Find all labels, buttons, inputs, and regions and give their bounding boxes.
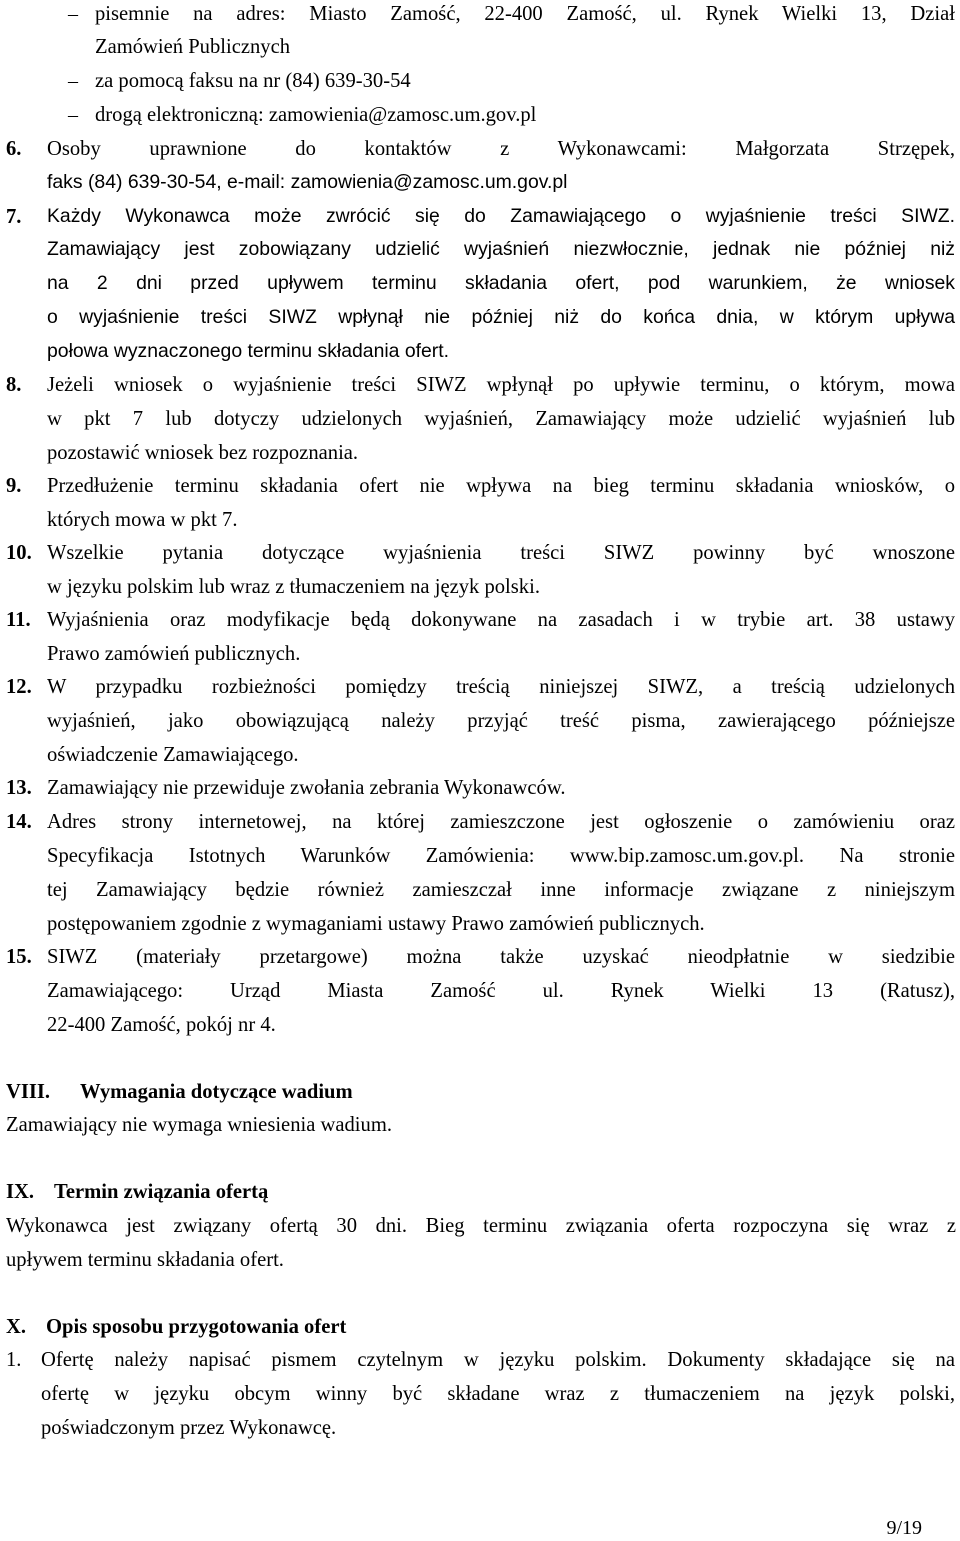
point-line: pozostawić wniosek bez rozpoznania. [47,442,359,464]
point-line: Wszelkie pytania dotyczące wyjaśnienia treści SIWZ powinny być wnoszone [47,542,955,564]
contact-fax: za pomocą faksu na nr (84) 639-30-54 [95,70,411,92]
point-number: 12. [6,676,32,698]
section-title: Opis sposobu przygotowania ofert [46,1316,347,1338]
point-line: W przypadku rozbieżności pomiędzy treścią niniejszej SIWZ, a treścią udzielonych [47,676,955,698]
point-number: 15. [6,946,32,968]
contact-written-line2: Zamówień Publicznych [95,36,291,58]
point-line: w pkt 7 lub dotyczy udzielonych wyjaśnień, Zamawiający może udzielić wyjaśnień lub [47,408,955,430]
point-line: postępowaniem zgodnie z wymaganiami ustawy Prawo zamówień publicznych. [47,913,705,935]
point-line: Przedłużenie terminu składania ofert nie wpływa na bieg terminu składania wniosków, o [47,475,955,497]
item-line: ofertę w języku obcym winny być składane wraz z tłumaczeniem na język polski, [41,1383,955,1405]
point-number: 9. [6,475,22,497]
point-line: oświadczenie Zamawiającego. [47,744,299,766]
point-line: Adres strony internetowej, na której zamieszczone jest ogłoszenie o zamówieniu oraz [47,811,955,833]
point-line: Zamawiający jest zobowiązany udzielić wyjaśnień niezwłocznie, jednak nie później niż [47,238,955,260]
page-number: 9/19 [886,1517,922,1539]
point-line: w języku polskim lub wraz z tłumaczeniem na język polski. [47,576,540,598]
section-number: IX. [6,1181,35,1203]
point-number: 7. [6,206,22,228]
contact-written-line1: pisemnie na adres: Miasto Zamość, 22-400 Zamość, ul. Rynek Wielki 13, Dział [95,3,955,25]
section-number: VIII. [6,1081,51,1103]
point-line: Każdy Wykonawca może zwrócić się do Zamawiającego o wyjaśnienie treści SIWZ. [47,205,955,227]
section-number: X. [6,1316,27,1338]
point-line: tej Zamawiający będzie również zamieszczał inne informacje związane z niniejszym [47,879,955,901]
point-number: 13. [6,777,32,799]
list-dash: – [68,70,78,92]
contact-email: drogą elektroniczną: zamowienia@zamosc.um.gov.pl [95,104,537,126]
point-line: połowa wyznaczonego terminu składania ofert. [47,340,450,362]
point-line: Osoby uprawnione do kontaktów z Wykonawcami: Małgorzata Strzępek, [47,138,955,160]
list-dash: – [68,3,78,25]
point-line: Zamawiającego: Urząd Miasta Zamość ul. Rynek Wielki 13 (Ratusz), [47,980,955,1002]
point-line: wyjaśnień, jako obowiązującą należy przyjąć treść pisma, zawierającego późniejsze [47,710,955,732]
list-dash: – [68,104,78,126]
item-line: Ofertę należy napisać pismem czytelnym w języku polskim. Dokumenty składające się na [41,1349,955,1371]
point-line: SIWZ (materiały przetargowe) można także uzyskać nieodpłatnie w siedzibie [47,946,955,968]
section-title: Termin związania ofertą [54,1181,269,1203]
point-line: których mowa w pkt 7. [47,509,238,531]
point-line: na 2 dni przed upływem terminu składania ofert, pod warunkiem, że wniosek [47,272,955,294]
point-number: 14. [6,811,32,833]
point-line: Specyfikacja Istotnych Warunków Zamówienia: www.bip.zamosc.um.gov.pl. Na stronie [47,845,955,867]
section-text: Zamawiający nie wymaga wniesienia wadium. [6,1114,392,1136]
point-number: 8. [6,374,22,396]
item-line: poświadczonym przez Wykonawcę. [41,1417,337,1439]
item-number: 1. [6,1349,22,1371]
section-text: upływem terminu składania ofert. [6,1249,284,1271]
section-text: Wykonawca jest związany ofertą 30 dni. Bieg terminu związania oferta rozpoczyna się wraz z [6,1215,956,1237]
point-number: 11. [6,609,31,631]
point-line: Zamawiający nie przewiduje zwołania zebrania Wykonawców. [47,777,566,799]
point-line: faks (84) 639-30-54, e-mail: zamowienia@zamosc.um.gov.pl [47,171,568,193]
section-title: Wymagania dotyczące wadium [80,1081,353,1103]
point-line: Wyjaśnienia oraz modyfikacje będą dokonywane na zasadach i w trybie art. 38 ustawy [47,609,955,631]
point-line: o wyjaśnienie treści SIWZ wpłynął nie później niż do końca dnia, w którym upływa [47,306,955,328]
point-line: 22-400 Zamość, pokój nr 4. [47,1014,276,1036]
point-line: Jeżeli wniosek o wyjaśnienie treści SIWZ wpłynął po upływie terminu, o którym, mowa [47,374,955,396]
point-line: Prawo zamówień publicznych. [47,643,301,665]
point-number: 10. [6,542,32,564]
point-number: 6. [6,138,22,160]
